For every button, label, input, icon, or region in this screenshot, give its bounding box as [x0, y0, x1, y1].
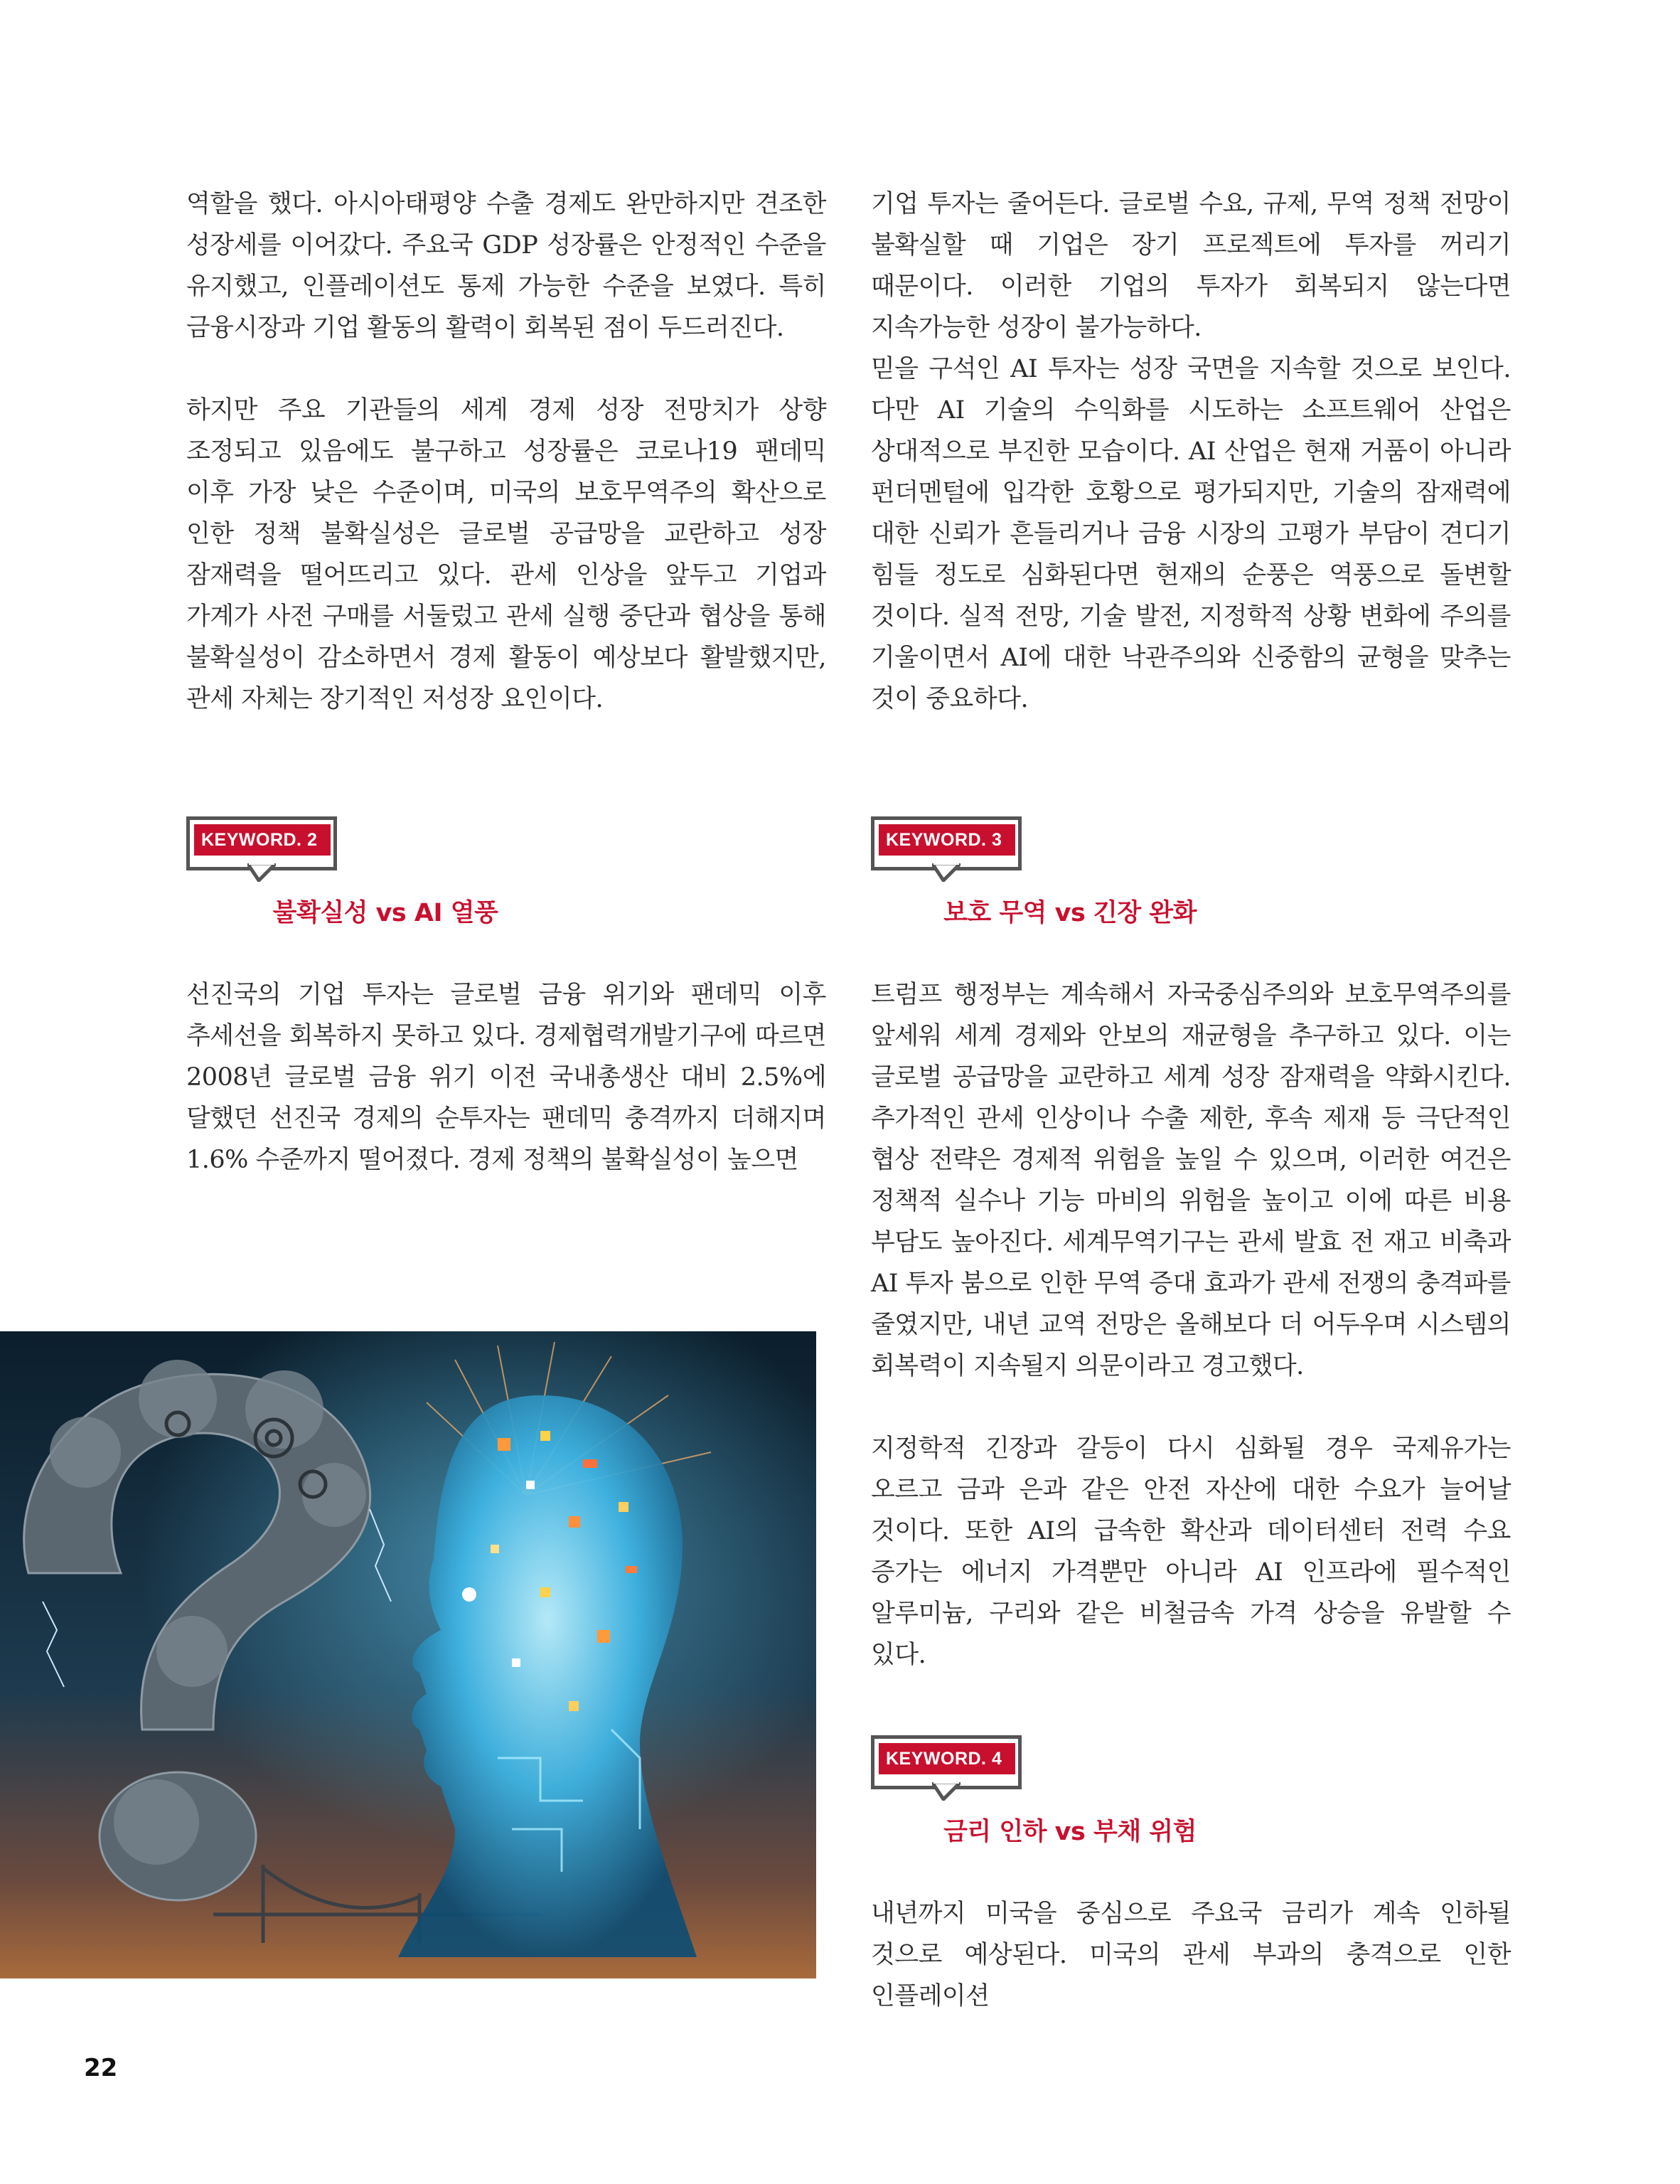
body-text-column-right-top: [871, 183, 1511, 720]
body-text-column-left-mid: [186, 974, 826, 1181]
keyword-badge: [871, 1735, 1022, 1789]
paragraph: 믿을 구석인 AI 투자는 성장 국면을 지속할 것으로 보인다. 다만 AI 기술의 수익화를 시도하는 소프트웨어 산업은 상대적으로 부진한 모습이다. AI 산업은 현재 거품이 아니라 펀더멘털에 입각한 호황으로 평가되지만, 기술의 잠재력에 대한 신뢰가 흔들리거나 금융 시장의 고평가 부담이 견디기 힘들 정도로 심화된다면 현재의 순풍은 역풍으로 돌변할 것이다. 실적 전망, 기술 발전, 지정학적 상황 변화에 주의를 기울이면서 AI에 대한 낙관주의와 신중함의 균형을 맞추는 것이 중요하다.: [871, 355, 1511, 713]
body-text-column-right-mid: [871, 974, 1511, 1676]
keyword-badge: [186, 816, 337, 870]
keyword-label: KEYWORD. 3: [879, 824, 1015, 856]
speech-tail-icon: [247, 863, 276, 882]
paragraph: 지정학적 긴장과 갈등이 다시 심화될 경우 국제유가는 오르고 금과 은과 같은 안전 자산에 대한 수요가 늘어날 것이다. 또한 AI의 급속한 확산과 데이터센터 전력 수요 증가는 에너지 가격뿐만 아니라 AI 인프라에 필수적인 알루미늄, 구리와 같은 비철금속 가격 상승을 유발할 수 있다.: [871, 1434, 1511, 1669]
paragraph: 기업 투자는 줄어든다. 글로벌 수요, 규제, 무역 정책 전망이 불확실할 때 기업은 장기 프로젝트에 투자를 꺼리기 때문이다. 이러한 기업의 투자가 회복되지 않는다면 지속가능한 성장이 불가능하다.: [871, 190, 1511, 342]
body-text-column-right-bottom: [871, 1893, 1511, 2017]
keyword-title: 금리 인하 vs 부채 위험: [943, 1818, 1197, 1846]
keyword-title: 보호 무역 vs 긴장 완화: [943, 899, 1197, 927]
body-text-column-left-top: [186, 183, 826, 720]
paragraph: 하지만 주요 기관들의 세계 경제 성장 전망치가 상향 조정되고 있음에도 불구하고 성장률은 코로나19 팬데믹 이후 가장 낮은 수준이며, 미국의 보호무역주의 확산으로 인한 정책 불확실성은 글로벌 공급망을 교란하고 성장 잠재력을 떨어뜨리고 있다. 관세 인상을 앞두고 기업과 가계가 사전 구매를 서둘렀고 관세 실행 중단과 협상을 통해 불확실성이 감소하면서 경제 활동이 예상보다 활발했지만, 관세 자체는 장기적인 저성장 요인이다.: [186, 396, 826, 713]
keyword-title: 불확실성 vs AI 열풍: [272, 899, 498, 927]
speech-tail-icon: [932, 863, 961, 882]
keyword-label: KEYWORD. 2: [194, 824, 331, 856]
paragraph: 역할을 했다. 아시아태평양 수출 경제도 완만하지만 견조한 성장세를 이어갔다. 주요국 GDP 성장률은 안정적인 수준을 유지했고, 인플레이션도 통제 가능한 수준을 보였다. 특히 금융시장과 기업 활동의 활력이 회복된 점이 두드러진다.: [186, 190, 826, 342]
page-number: 22: [84, 2054, 118, 2082]
speech-tail-icon: [932, 1782, 961, 1801]
paragraph: 트럼프 행정부는 계속해서 자국중심주의와 보호무역주의를 앞세워 세계 경제와 안보의 재균형을 추구하고 있다. 이는 글로벌 공급망을 교란하고 세계 성장 잠재력을 약화시킨다. 추가적인 관세 인상이나 수출 제한, 후속 제재 등 극단적인 협상 전략은 경제적 위험을 높일 수 있으며, 이러한 여건은 정책적 실수나 기능 마비의 위험을 높이고 이에 따른 비용 부담도 높아진다. 세계무역기구는 관세 발효 전 재고 비축과 AI 투자 붐으로 인한 무역 증대 효과가 관세 전쟁의 충격파를 줄였지만, 내년 교역 전망은 올해보다 더 어두우며 시스템의 회복력이 지속될지 의문이라고 경고했다.: [871, 981, 1511, 1380]
ai-uncertainty-illustration: [0, 1331, 816, 1978]
paragraph: 내년까지 미국을 중심으로 주요국 금리가 계속 인하될 것으로 예상된다. 미국의 관세 부과의 충격으로 인한 인플레이션: [871, 1900, 1511, 2010]
keyword-badge: [871, 816, 1022, 870]
paragraph: 선진국의 기업 투자는 글로벌 금융 위기와 팬데믹 이후 추세선을 회복하지 못하고 있다. 경제협력개발기구에 따르면 2008년 글로벌 금융 위기 이전 국내총생산 대비 2.5%에 달했던 선진국 경제의 순투자는 팬데믹 충격까지 더해지며 1.6% 수준까지 떨어졌다. 경제 정책의 불확실성이 높으면: [186, 981, 826, 1174]
keyword-label: KEYWORD. 4: [879, 1743, 1015, 1774]
